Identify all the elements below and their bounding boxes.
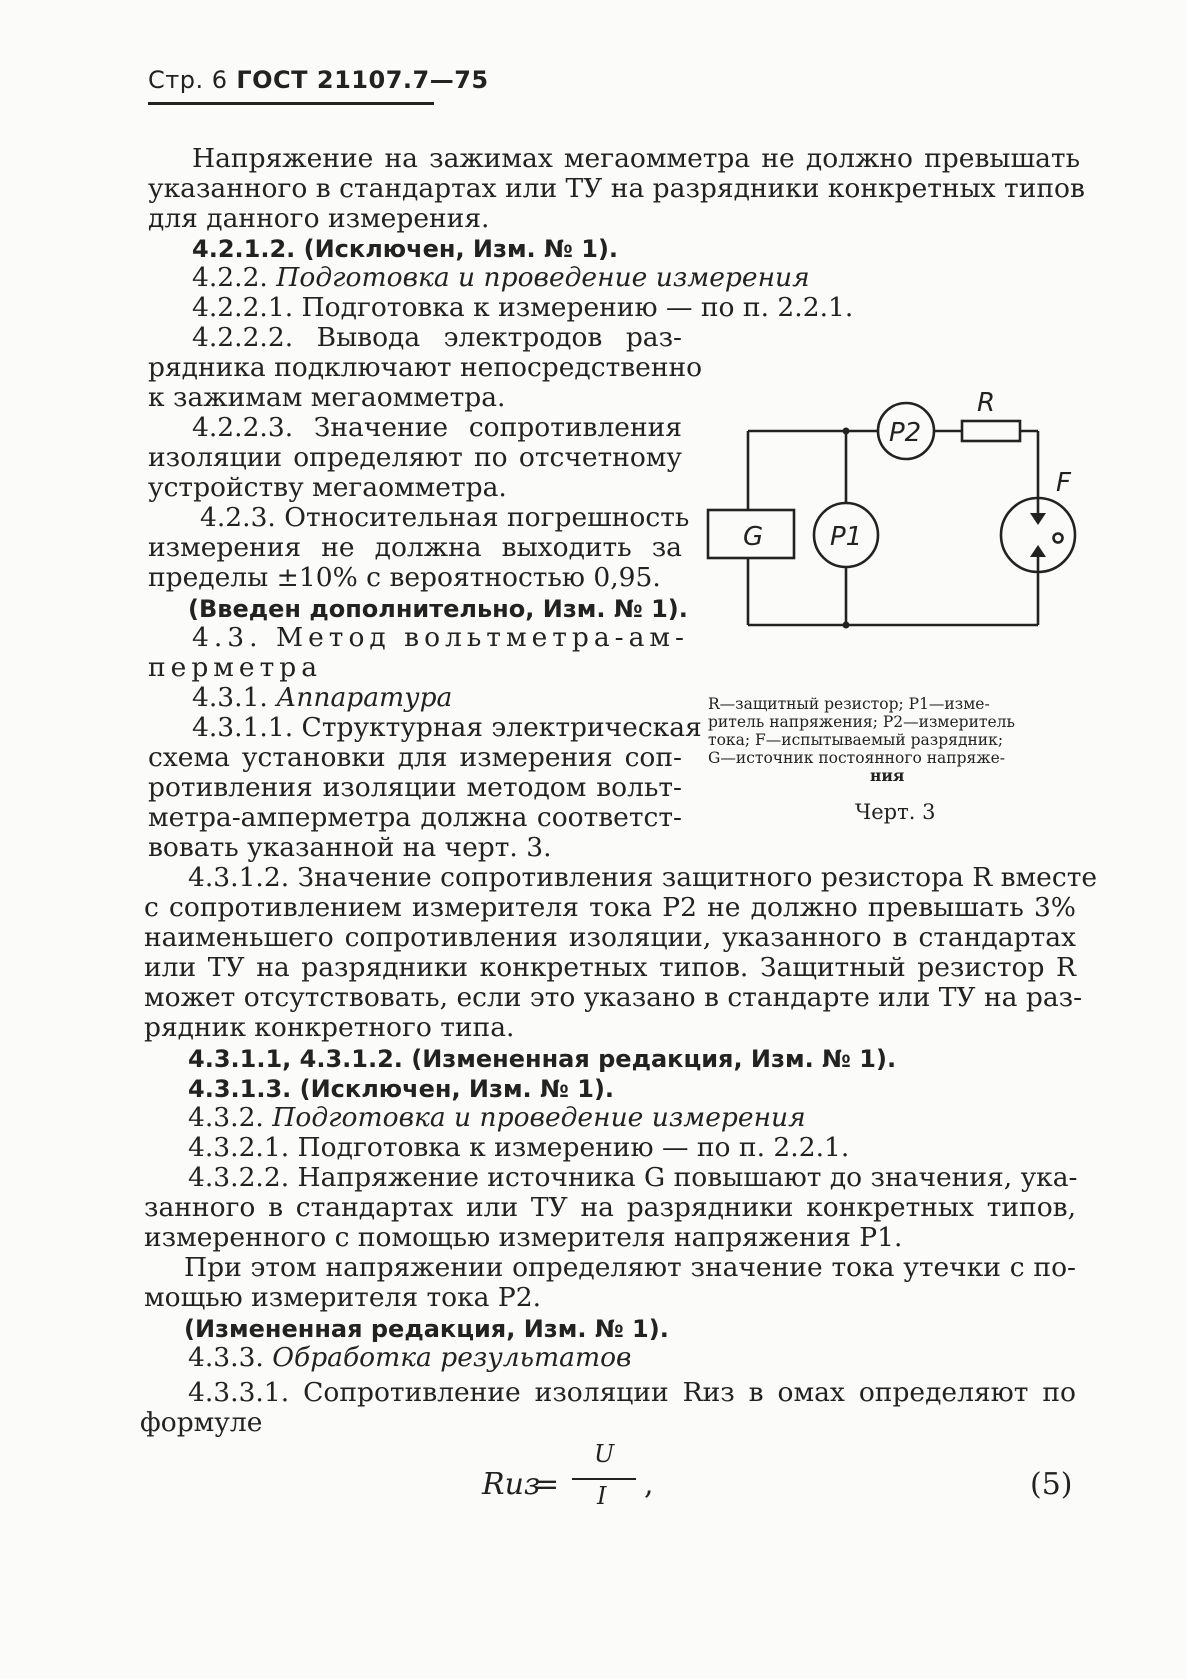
text-line: 4.3.2.2. Напряжение источника G повышают до значения, ука- bbox=[188, 1162, 1078, 1193]
text-line: 4.3.1.1. Структурная электрическая bbox=[192, 712, 702, 743]
arrester-dot bbox=[1054, 534, 1063, 543]
figure-caption-line: G—источник постоянного напряже- bbox=[708, 749, 1005, 767]
label-p1: P1 bbox=[830, 522, 863, 552]
text-line: 4.3.2.1. Подготовка к измерению — по п. 2.2.1. bbox=[188, 1132, 850, 1163]
text-line: 4.2.2.1. Подготовка к измерению — по п. 2.2.1. bbox=[192, 292, 854, 323]
section-heading: 4.2.2. Подготовка и проведение измерения bbox=[192, 262, 810, 293]
amendment-note: 4.3.1.1, 4.3.1.2. (Измененная редакция, Изм. № 1). bbox=[188, 1045, 897, 1073]
text-line: или ТУ на разрядники конкретных типов. Защитный резистор R bbox=[144, 952, 1076, 983]
text-line: наименьшего сопротивления изоляции, указанного в стандартах bbox=[144, 922, 1076, 953]
text-line: измеренного с помощью измерителя напряжения P1. bbox=[144, 1222, 903, 1253]
text-line: метра-амперметра должна соответст- bbox=[148, 802, 682, 833]
text-line: схема установки для измерения соп- bbox=[148, 742, 682, 773]
section-heading: 4.3.3. Обработка результатов bbox=[188, 1342, 632, 1373]
section-heading: 4.2.1.2. (Исключен, Изм. № 1). bbox=[192, 235, 619, 263]
formula-numerator: U bbox=[594, 1440, 615, 1468]
standard-code: ГОСТ 21107.7—75 bbox=[236, 66, 489, 94]
arrester-arrow bbox=[1030, 545, 1046, 557]
label-g: G bbox=[743, 522, 764, 552]
section-heading: 4.3.1. Аппаратура bbox=[192, 682, 453, 713]
section-heading: 4.3.2. Подготовка и проведение измерения bbox=[188, 1102, 806, 1133]
label-f: F bbox=[1056, 468, 1071, 498]
amendment-note: (Измененная редакция, Изм. № 1). bbox=[184, 1315, 669, 1343]
text-line: к зажимам мегаомметра. bbox=[148, 382, 506, 413]
text-line: 4.2.2.3. Значение сопротивления bbox=[192, 412, 682, 443]
figure-caption-line: тока; F—испытываемый разрядник; bbox=[708, 731, 1004, 749]
text-line: 4.2.3. Относительная погрешность bbox=[200, 502, 690, 533]
amendment-note: (Введен дополнительно, Изм. № 1). bbox=[188, 595, 688, 623]
text-line: 4.3.3.1. Сопротивление изоляции Rиз в омах определяют по bbox=[188, 1377, 1076, 1408]
fraction-bar bbox=[572, 1478, 636, 1480]
figure-caption-line: ритель напряжения; P2—измеритель bbox=[708, 713, 1015, 731]
junction-dot bbox=[843, 428, 850, 435]
label-r: R bbox=[977, 388, 996, 418]
formula-lhs: Rиз bbox=[482, 1467, 541, 1502]
equation-number: (5) bbox=[1030, 1467, 1073, 1502]
text-line: мощью измерителя тока P2. bbox=[144, 1282, 541, 1313]
text-line: Напряжение на зажимах мегаомметра не должно превышать bbox=[192, 143, 1080, 174]
arrester-arrow bbox=[1030, 513, 1046, 525]
formula-eq: = bbox=[534, 1467, 560, 1502]
text-line: пределы ±10% с вероятностью 0,95. bbox=[148, 562, 661, 593]
figure-caption-line: ния bbox=[870, 766, 905, 785]
text-line: занного в стандартах или ТУ на разрядники конкретных типов, bbox=[144, 1192, 1076, 1223]
label-p2: P2 bbox=[889, 418, 922, 448]
figure-title: Черт. 3 bbox=[855, 800, 936, 824]
text-line: указанного в стандартах или ТУ на разрядники конкретных типов bbox=[148, 173, 1085, 204]
formula-tail: , bbox=[644, 1467, 654, 1502]
text-line: ротивления изоляции методом вольт- bbox=[148, 772, 682, 803]
page-number: Стр. 6 bbox=[148, 66, 228, 94]
text-line: изоляции определяют по отсчетному bbox=[148, 442, 682, 473]
formula-denominator: I bbox=[597, 1482, 607, 1510]
section-heading: перметра bbox=[148, 652, 323, 683]
text-line: для данного измерения. bbox=[148, 203, 490, 234]
text-line: устройству мегаомметра. bbox=[148, 472, 507, 503]
text-line: формуле bbox=[140, 1407, 263, 1438]
text-line: 4.2.2.2. Вывода электродов раз- bbox=[192, 322, 682, 353]
circuit-diagram bbox=[700, 385, 1090, 635]
junction-dot bbox=[843, 622, 850, 629]
page-header bbox=[148, 66, 489, 94]
text-line: При этом напряжении определяют значение тока утечки с по- bbox=[184, 1252, 1076, 1283]
text-line: вовать указанной на черт. 3. bbox=[148, 832, 552, 863]
text-line: рядник конкретного типа. bbox=[144, 1012, 515, 1043]
section-heading: 4.3. Метод вольтметра-ам- bbox=[192, 622, 689, 653]
header-rule bbox=[148, 102, 434, 105]
text-line: может отсутствовать, если это указано в стандарте или ТУ на раз- bbox=[144, 982, 1083, 1013]
figure-caption-line: R—защитный резистор; P1—изме- bbox=[708, 695, 990, 713]
text-line: с сопротивлением измерителя тока P2 не должно превышать 3% bbox=[144, 892, 1076, 923]
text-line: измерения не должна выходить за bbox=[148, 532, 682, 563]
resistor-r bbox=[962, 421, 1020, 441]
text-line: рядника подключают непосредственно bbox=[148, 352, 703, 383]
section-heading: 4.3.1.3. (Исключен, Изм. № 1). bbox=[188, 1075, 615, 1103]
text-line: 4.3.1.2. Значение сопротивления защитного резистора R вместе bbox=[188, 862, 1098, 893]
